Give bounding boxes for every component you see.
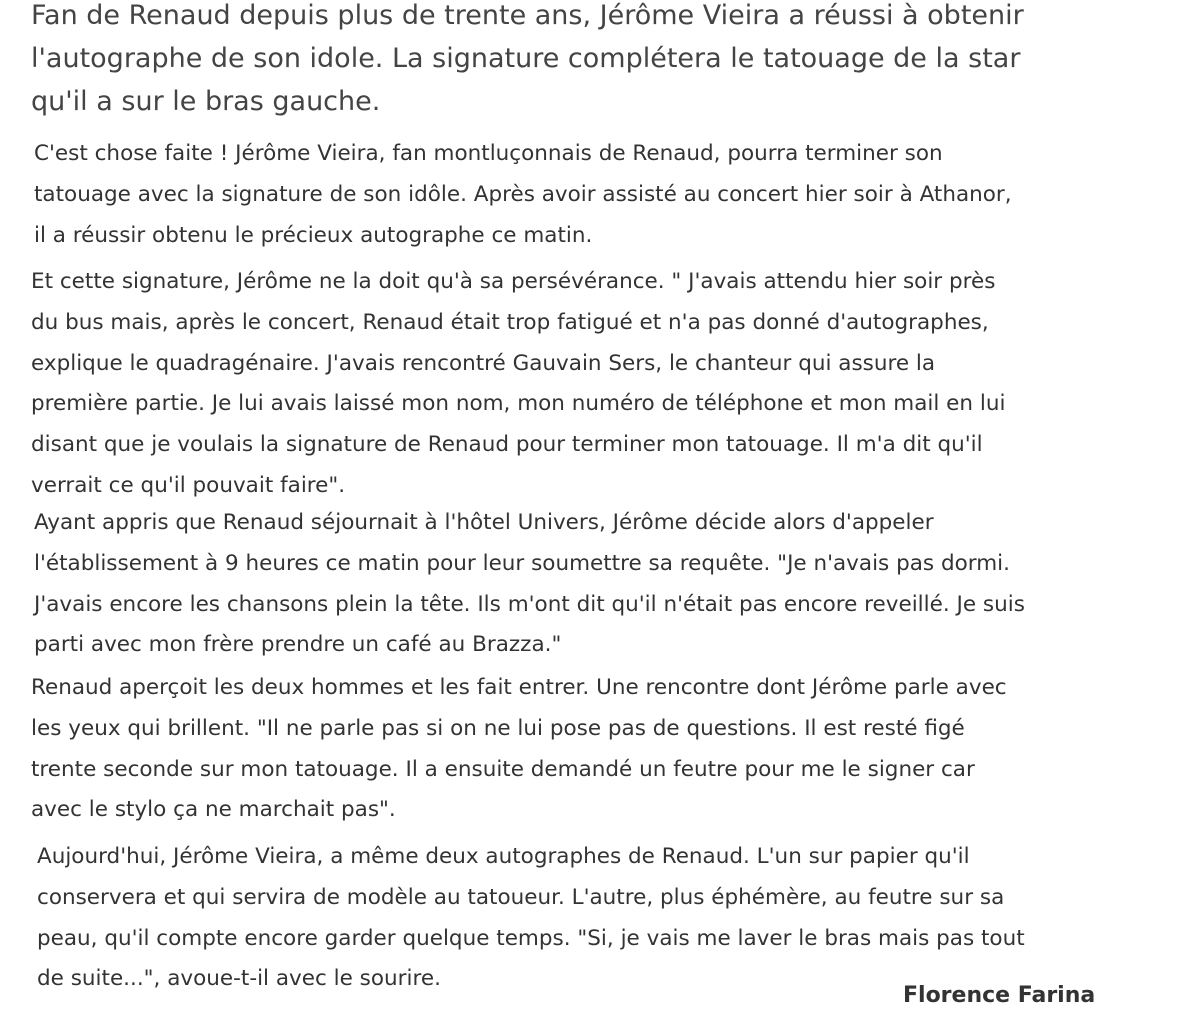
article-lede: Fan de Renaud depuis plus de trente ans, Jérôme Vieira a réussi à obtenir l'autographe de son idole. La signature complétera le tatouage de la star qu'il a sur le bras gauche.	[31, 0, 1024, 117]
article-paragraph: C'est chose faite ! Jérôme Vieira, fan montluçonnais de Renaud, pourra terminer son tatouage avec la signature de son idôle. Après avoir assisté au concert hier soir à Athanor, il a réussir obtenu le précieux autographe ce matin.	[34, 141, 1012, 248]
article-paragraph: Et cette signature, Jérôme ne la doit qu'à sa persévérance. " J'avais attendu hier soir près du bus mais, après le concert, Renaud était trop fatigué et n'a pas donné d'autographes, explique le quadragénaire. J'avais rencontré Gauvain Sers, le chanteur qui assure la première partie. Je lui avais laissé mon nom, mon numéro de téléphone et mon mail en lui disant que je voulais la signature de Renaud pour terminer mon tatouage. Il m'a dit qu'il verrait ce qu'il pouvait faire".	[31, 269, 1006, 498]
author-byline: Florence Farina	[903, 983, 1096, 1008]
article-paragraph: Renaud aperçoit les deux hommes et les fait entrer. Une rencontre dont Jérôme parle avec les yeux qui brillent. "Il ne parle pas si on ne lui pose pas de questions. Il est resté figé trente seconde sur mon tatouage. Il a ensuite demandé un feutre pour me le signer car avec le stylo ça ne marchait pas".	[31, 675, 1007, 823]
article-paragraph: Ayant appris que Renaud séjournait à l'hôtel Univers, Jérôme décide alors d'appeler l'établissement à 9 heures ce matin pour leur soumettre sa requête. "Je n'avais pas dormi. J'avais encore les chansons plein la tête. Ils m'ont dit qu'il n'était pas encore reveillé. Je suis parti avec mon frère prendre un café au Brazza."	[34, 510, 1025, 658]
article-paragraph: Aujourd'hui, Jérôme Vieira, a même deux autographes de Renaud. L'un sur papier qu'il conservera et qui servira de modèle au tatoueur. L'autre, plus éphémère, au feutre sur sa peau, qu'il compte encore garder quelque temps. "Si, je vais me laver le bras mais pas tout de suite...", avoue-t-il avec le sourire.	[37, 844, 1025, 992]
